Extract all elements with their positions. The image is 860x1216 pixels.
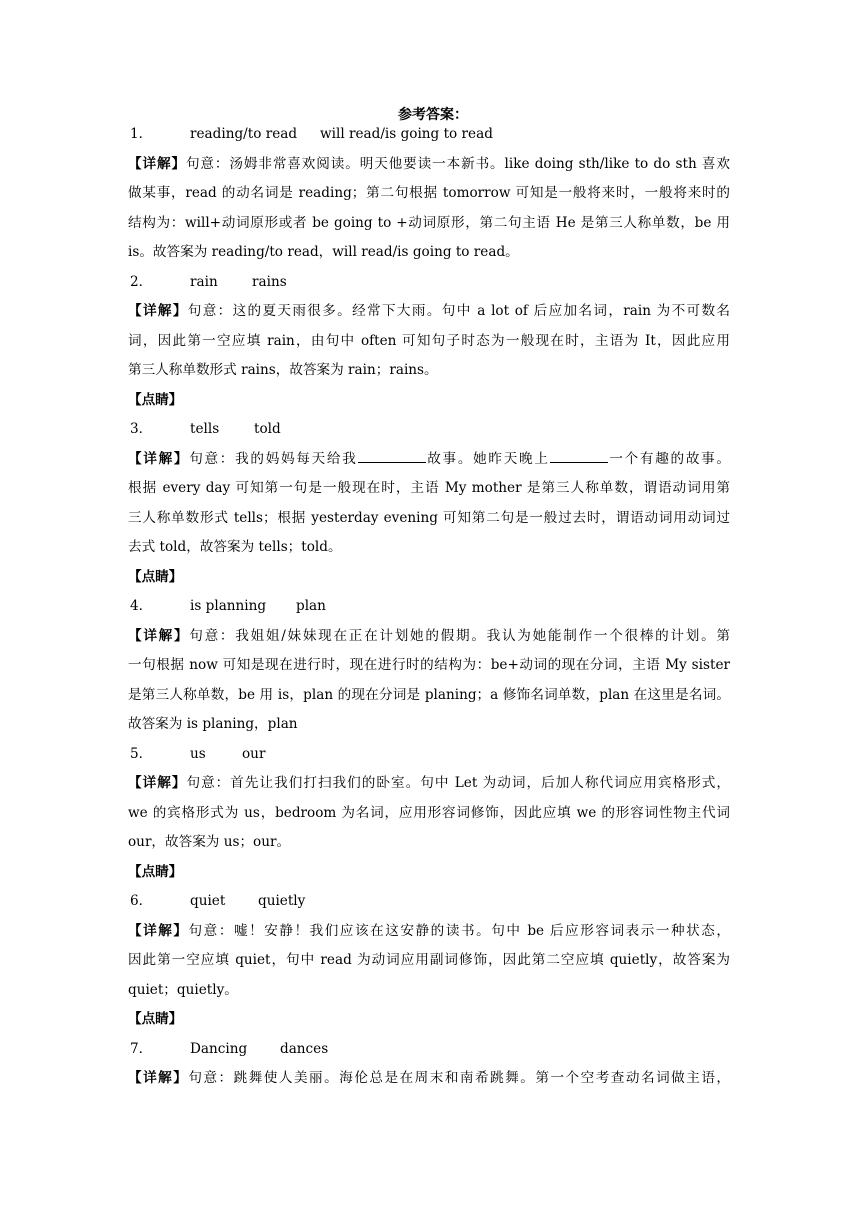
detail-text: 句意：我的妈妈每天给我 <box>189 450 358 467</box>
answer-row-2 <box>130 268 732 298</box>
detail-label: 【详解】 <box>128 155 186 172</box>
answer-second: told <box>254 421 281 437</box>
detail-text: 一个有趣的故事。 <box>607 450 731 467</box>
detail-line: 三人称单数形式 tells；根据 yesterday evening 可知第二句是一般过去时，谓语动词用动词过 <box>128 509 730 526</box>
point-label: 【点睛】 <box>128 1011 183 1027</box>
item-number: 6． <box>130 893 153 909</box>
detail-line <box>0 445 730 475</box>
answer-second: plan <box>296 598 326 614</box>
detail-line: 去式 told，故答案为 tells；told。 <box>128 539 342 555</box>
detail-label: 【详解】 <box>128 627 190 644</box>
answer-row-1 <box>130 120 732 150</box>
detail-text: 句意：我姐姐/妹妹现在正在计划她的假期。我认为她能制作一个很棒的计划。第 <box>189 627 731 644</box>
detail-line <box>0 917 730 947</box>
answer-row-7 <box>130 1035 732 1065</box>
answer-first: us <box>190 745 206 762</box>
answer-second: our <box>242 745 266 762</box>
answer-first: rain <box>190 273 218 290</box>
detail-line: 做某事，read 的动名词是 reading；第二句根据 tomorrow 可知是一般将来时，一般将来时的 <box>128 185 730 201</box>
answer-row-3 <box>130 415 732 445</box>
detail-label: 【详解】 <box>128 1070 189 1086</box>
detail-line: 因此第一空应填 quiet，句中 read 为动词应用副词修饰，因此第二空应填 quietly，故答案为 <box>128 952 730 968</box>
answer-row-5 <box>130 740 732 770</box>
detail-text: 句意：跳舞使人美丽。海伦总是在周末和南希跳舞。第一个空考查动名词做主语， <box>188 1070 731 1086</box>
detail-line: our，故答案为 us；our。 <box>128 834 291 850</box>
answer-first: quiet <box>190 893 226 909</box>
detail-line <box>0 297 730 327</box>
detail-line: is。故答案为 reading/to read，will read/is going to read。 <box>128 244 519 260</box>
detail-line <box>0 622 730 652</box>
answer-first: is planning <box>190 598 267 614</box>
answer-list <box>130 120 732 1094</box>
answer-row-4 <box>130 592 732 622</box>
point-label: 【点睛】 <box>128 863 183 880</box>
detail-text: 句意：汤姆非常喜欢阅读。明天他要读一本新书。like doing sth/like to do sth 喜欢 <box>185 155 731 172</box>
detail-line: 根据 every day 可知第一句是一般现在时，主语 My mother 是第三人称单数，谓语动词用第 <box>128 480 730 496</box>
item-number: 4． <box>130 598 153 614</box>
detail-text: 句意：嘘！安静！我们应该在这安静的读书。句中 be 后应形容词表示一种状态， <box>188 922 731 939</box>
detail-label: 【详解】 <box>128 303 188 319</box>
answer-second: quietly <box>258 893 306 909</box>
detail-label: 【详解】 <box>128 775 187 791</box>
blank-line <box>358 448 426 463</box>
item-number: 3． <box>130 421 153 437</box>
page-title: 参考答案： <box>398 107 468 123</box>
item-number: 2． <box>130 273 153 290</box>
answer-second: will read/is going to read <box>320 126 493 142</box>
detail-line: 词，因此第一空应填 rain，由句中 often 可知句子时态为一般现在时，主语为 It，因此应用 <box>128 332 730 349</box>
answer-first: tells <box>190 421 220 437</box>
detail-line: quiet；quietly。 <box>128 981 238 998</box>
detail-label: 【详解】 <box>128 450 190 467</box>
point-label: 【点睛】 <box>128 391 183 408</box>
detail-line <box>0 769 730 799</box>
detail-line: 是第三人称单数，be 用 is，plan 的现在分词是 planing；a 修饰名词单数，plan 在这里是名词。 <box>128 686 730 703</box>
item-number: 7． <box>130 1040 153 1057</box>
detail-line <box>0 150 730 180</box>
answer-row-6 <box>130 887 732 917</box>
answer-first: Dancing <box>190 1040 248 1057</box>
blank-line <box>550 448 608 463</box>
point-label: 【点睛】 <box>128 568 183 585</box>
detail-line: 结构为：will+动词原形或者 be going to +动词原形，第二句主语 He 是第三人称单数，be 用 <box>128 214 730 231</box>
detail-line: 故答案为 is planing，plan <box>128 716 298 732</box>
detail-text: 故事。她昨天晚上 <box>425 450 550 467</box>
detail-line: 一句根据 now 可知是现在进行时，现在进行时的结构为：be+动词的现在分词，主语 My sister <box>128 657 730 673</box>
detail-line: we 的宾格形式为 us，bedroom 为名词，应用形容词修饰，因此应填 we 的形容词性物主代词 <box>128 804 730 821</box>
answer-second: dances <box>280 1040 329 1057</box>
item-number: 5． <box>130 745 153 762</box>
detail-line: 第三人称单数形式 rains，故答案为 rain；rains。 <box>128 362 438 378</box>
answer-first: reading/to read <box>190 126 298 142</box>
detail-line <box>0 1064 730 1094</box>
detail-text: 句意：首先让我们打扫我们的卧室。句中 Let 为动词，后加人称代词应用宾格形式， <box>186 775 730 791</box>
detail-label: 【详解】 <box>128 922 189 939</box>
item-number: 1． <box>130 126 153 142</box>
answer-second: rains <box>252 273 287 290</box>
detail-text: 句意：这的夏天雨很多。经常下大雨。句中 a lot of 后应加名词，rain 为不可数名 <box>187 303 731 319</box>
